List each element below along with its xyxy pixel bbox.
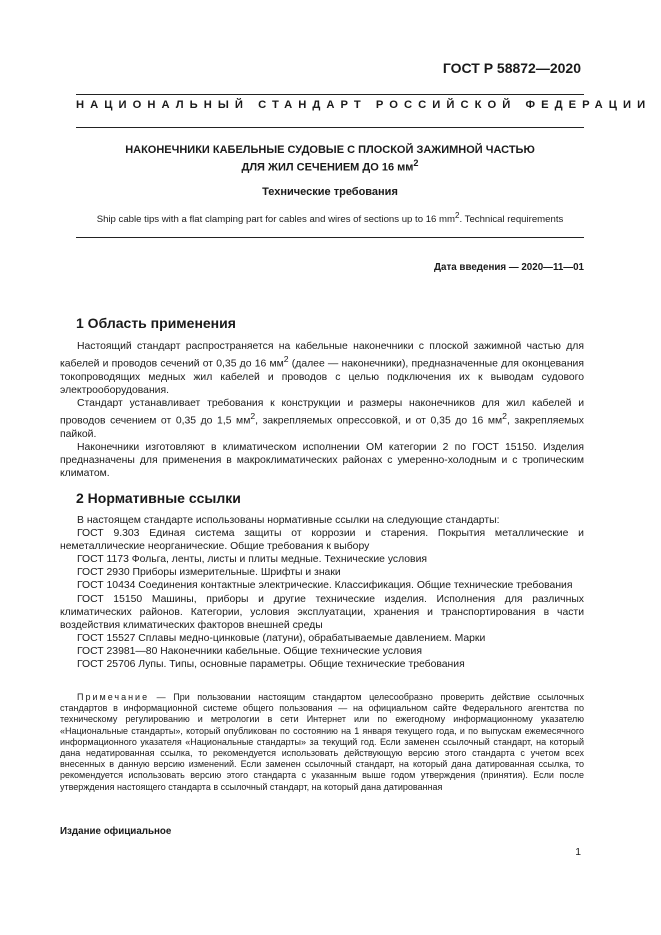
introduction-date: Дата введения — 2020—11—01 (434, 262, 584, 273)
reference-note (60, 692, 584, 793)
gost-number: ГОСТ Р 58872—2020 (442, 60, 581, 76)
section-1-paragraph-3: Наконечники изготовляют в климатическом исполнении ОМ категории 2 по ГОСТ 15150. Изделия предназначены для применения в макроклиматических районах с умеренно-холодным и с тропическим климатом. (60, 441, 584, 479)
p1-text-b: (далее — наконечники), предназначенные для оконцевания токопроводящих медных жил кабелей и проводов с целью подключения их к выводам судового электрооборудования. (60, 358, 584, 396)
section-1-title: 1 Область применения (76, 315, 236, 331)
reference-item: ГОСТ 2930 Приборы измерительные. Шрифты и знаки (77, 567, 341, 579)
p2-text-b: , закрепляемых опрессовкой, и от 0,35 до 16 мм (255, 415, 503, 427)
p1-sup: 2 (283, 354, 289, 365)
title-rule (76, 237, 584, 238)
reference-item: ГОСТ 15527 Сплавы медно-цинковые (латуни), обрабатываемые давлением. Марки (77, 632, 486, 644)
header-rule-top (76, 94, 584, 95)
p1-text-a: Настоящий стандарт распространяется на кабельные наконечники с плоской зажимной частью для кабелей и проводов сечений от 0,35 до 16 мм (60, 341, 584, 370)
p2-sup-2: 2 (502, 410, 507, 421)
document-title (76, 144, 584, 175)
section-1-paragraph-1 (60, 340, 584, 397)
reference-item: ГОСТ 9.303 Единая система защиты от коррозии и старения. Покрытия металлические и неметаллические неорганические. Общие требования к выбору (60, 528, 584, 553)
title-line-1: НАКОНЕЧНИКИ КАБЕЛЬНЫЕ СУДОВЫЕ С ПЛОСКОЙ ЗАЖИМНОЙ ЧАСТЬЮ (125, 144, 535, 156)
reference-item: ГОСТ 1173 Фольга, ленты, листы и плиты медные. Технические условия (77, 554, 427, 566)
page-number: 1 (575, 847, 581, 858)
reference-item: ГОСТ 10434 Соединения контактные электрические. Классификация. Общие технические требования (77, 580, 573, 592)
header-rule-bottom (76, 127, 584, 128)
section-2-title: 2 Нормативные ссылки (76, 490, 241, 506)
title-line-2 (76, 157, 584, 175)
section-1-paragraph-2 (60, 397, 584, 441)
section-2-intro: В настоящем стандарте использованы нормативные ссылки на следующие стандарты: (77, 515, 500, 526)
reference-item: ГОСТ 15150 Машины, приборы и другие технические изделия. Исполнения для различных климатических районов. Категории, условия эксплуатации, хранения и транспортирования в части воздействия климатических факторов внешней среды (60, 593, 584, 631)
p2-text-c: , закрепляемых пайкой. (60, 415, 584, 440)
p2-text-a: Стандарт устанавливает требования к конструкции и размеры наконечников для жил кабелей и проводов сечением от 0,35 до 1,5 мм (60, 397, 584, 427)
note-label: Примечание (77, 692, 150, 702)
title-line-2-sup: 2 (413, 158, 419, 168)
reference-item: ГОСТ 25706 Лупы. Типы, основные параметры. Общие технические требования (77, 659, 465, 671)
title-line-2-text: ДЛЯ ЖИЛ СЕЧЕНИЕМ ДО 16 мм (241, 161, 414, 174)
document-subtitle: Технические требования (262, 186, 398, 198)
note-text: — При пользовании настоящим стандартом целесообразно проверить действие ссылочных стандартов в информационной системе общего пользования — на официальном сайте Федерального агентства по техническому регулированию и метрологии в сети Интернет или по ежегодному информационному указателю «Национальные стандарты», который опубликован по состоянию на 1 января текущего года, и по выпускам ежемесячного информационного указателя «Национальные стандарты» за текущий год. Если заменен ссылочный стандарт, на который дана недатированная ссылка, то рекомендуется использовать действующую версию этого стандарта с учетом всех внесенных в данную версию изменений. Если заменен ссылочный стандарт, на который дана датированная ссылка, то рекомендуется использовать версию этого стандарта с указанным выше годом утверждения (принятия). Если после утверждения настоящего стандарта в ссылочный стандарт, на который дана датированная (60, 692, 584, 792)
english-title-sup: 2 (455, 211, 460, 220)
english-title (60, 211, 600, 225)
reference-item: ГОСТ 23981—80 Наконечники кабельные. Общие технические условия (77, 645, 422, 657)
english-title-text-a: Ship cable tips with a flat clamping part for cables and wires of sections up to 16 mm (96, 214, 456, 226)
national-standard-banner: НАЦИОНАЛЬНЫЙ СТАНДАРТ РОССИЙСКОЙ ФЕДЕРАЦИИ (76, 99, 652, 111)
official-publication-label: Издание официальное (60, 826, 172, 837)
section-1-body (60, 340, 584, 480)
p2-sup-1: 2 (250, 410, 256, 421)
english-title-text-b: . Technical requirements (459, 214, 564, 226)
section-2-body (60, 514, 584, 671)
